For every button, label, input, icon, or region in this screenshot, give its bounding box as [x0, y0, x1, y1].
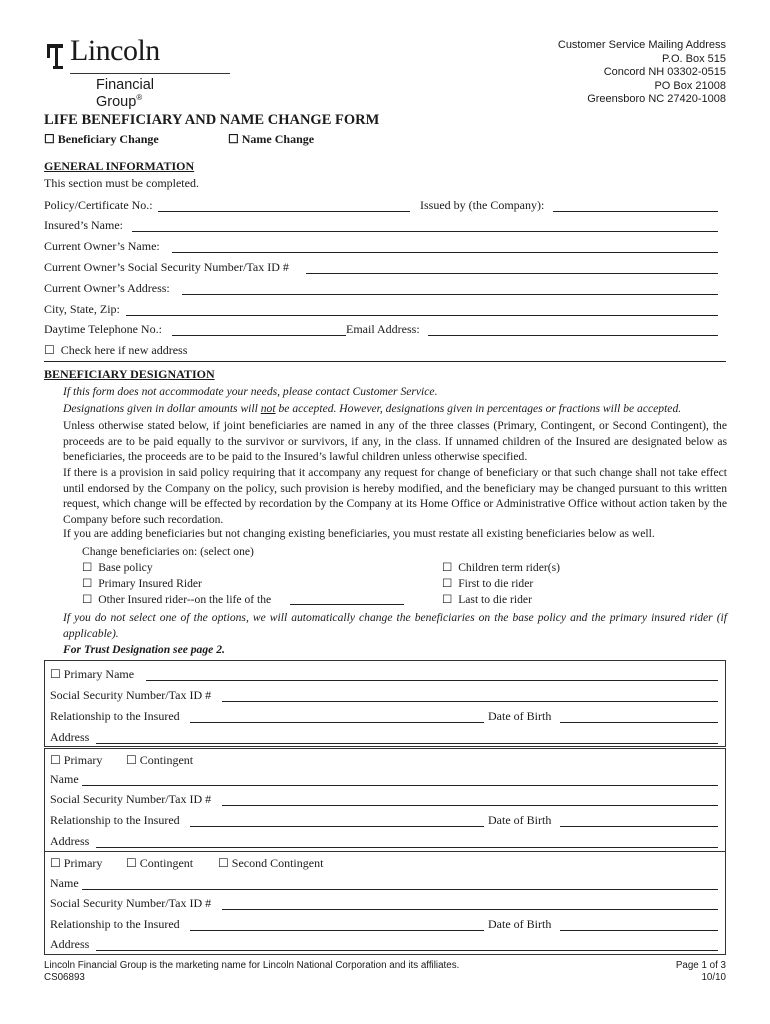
issued-by-field[interactable]: [553, 211, 718, 212]
name-field[interactable]: [82, 785, 718, 786]
form-number: CS06893: [44, 972, 85, 983]
contingent-option[interactable]: ☐ Contingent: [126, 856, 193, 871]
address-label: Address: [50, 730, 90, 744]
lincoln-logo: [44, 34, 204, 110]
beneficiary-dollar-note: Designations given in dollar amounts will not be accepted. However, designations given in percentages or fractions will be accepted.: [63, 402, 682, 415]
owner-address-field[interactable]: [182, 294, 718, 295]
checkbox[interactable]: [82, 593, 92, 606]
address-line: Greensboro NC 27420-1008: [587, 93, 726, 106]
primary-insured-rider-option[interactable]: ☐ Primary Insured Rider: [82, 576, 202, 590]
name-label: Name: [50, 876, 79, 890]
logo-wordmark: Lincoln: [70, 34, 160, 67]
policy-provision-paragraph: If there is a provision in said policy requiring that it accompany any request for change of beneficiary or that such change shall not take effect until endorsed by the Company on the policy, such provision is hereby modified, and the beneficiary may be changed pursuant to this written request, which change will be effected by recordation by the Company at its Home Office or Administrative Office without action taken by the Company before such recordation.: [63, 466, 727, 526]
owner-address-label: Current Owner’s Address:: [44, 281, 170, 295]
ssn-field[interactable]: [222, 909, 718, 910]
other-insured-rider-option[interactable]: ☐ Other Insured rider--on the life of the: [82, 592, 271, 606]
name-change-option[interactable]: ☐ Name Change: [228, 132, 314, 147]
checkbox[interactable]: [228, 132, 239, 146]
relationship-label: Relationship to the Insured: [50, 813, 180, 827]
contingent-option[interactable]: ☐ Contingent: [126, 753, 193, 768]
city-state-zip-field[interactable]: [126, 315, 718, 316]
logo-divider: [70, 73, 230, 74]
checkbox[interactable]: [50, 667, 61, 681]
dob-field[interactable]: [560, 722, 718, 723]
primary-option[interactable]: ☐ Primary: [50, 753, 102, 768]
address-line: Concord NH 03302-0515: [603, 66, 726, 79]
email-field[interactable]: [428, 335, 718, 336]
general-info-heading: GENERAL INFORMATION: [44, 159, 195, 173]
default-selection-note: If you do not select one of the options, we will automatically change the beneficiaries on the base policy and the primary insured rider (if applicable).: [63, 611, 727, 640]
phone-label: Daytime Telephone No.:: [44, 322, 162, 336]
trust-designation-note: For Trust Designation see page 2.: [63, 643, 225, 656]
beneficiary-change-option[interactable]: ☐ Beneficiary Change: [44, 132, 159, 147]
relationship-field[interactable]: [190, 826, 484, 827]
checkbox[interactable]: [126, 856, 137, 870]
checkbox[interactable]: [50, 753, 61, 767]
address-field[interactable]: [96, 743, 718, 744]
owner-ssn-field[interactable]: [306, 273, 718, 274]
address-label: Address: [50, 834, 90, 848]
issued-by-label: Issued by (the Company):: [420, 198, 545, 212]
owner-name-label: Current Owner’s Name:: [44, 239, 160, 253]
last-to-die-option[interactable]: ☐ Last to die rider: [442, 592, 532, 606]
form-title: LIFE BENEFICIARY AND NAME CHANGE FORM: [44, 112, 380, 128]
lincoln-logo-icon: [44, 42, 66, 70]
restate-beneficiaries-note: If you are adding beneficiaries but not changing existing beneficiaries, you must restate all existing beneficiaries below as well.: [63, 527, 655, 540]
second-contingent-option[interactable]: ☐ Second Contingent: [218, 856, 323, 871]
ssn-label: Social Security Number/Tax ID #: [50, 688, 212, 702]
dob-label: Date of Birth: [488, 917, 552, 931]
email-label: Email Address:: [346, 322, 420, 336]
ssn-label: Social Security Number/Tax ID #: [50, 896, 212, 910]
relationship-field[interactable]: [190, 722, 484, 723]
joint-beneficiaries-paragraph: Unless otherwise stated below, if joint beneficiaries are named in any of the three classes (Primary, Contingent, or Second Contingent), the proceeds are to be paid equally to the survivor or survivors, if any, in the class. If unnamed children of the Insured are designated below as beneficiaries, the proceeds are to be paid to the Insured’s lawful children unless otherwise specified.: [63, 419, 727, 463]
page-number: Page 1 of 3: [675, 960, 726, 971]
primary-option[interactable]: ☐ Primary: [50, 856, 102, 871]
beneficiary-contact-note: If this form does not accommodate your needs, please contact Customer Service.: [63, 385, 438, 398]
new-address-option[interactable]: ☐ Check here if new address: [44, 343, 187, 358]
change-on-label: Change beneficiaries on: (select one): [82, 545, 254, 558]
other-insured-name-field[interactable]: [290, 604, 404, 605]
dob-label: Date of Birth: [488, 813, 552, 827]
address-field[interactable]: [96, 847, 718, 848]
address-line: PO Box 21008: [654, 79, 726, 92]
dob-field[interactable]: [560, 826, 718, 827]
ssn-field[interactable]: [222, 805, 718, 806]
section-divider: [44, 361, 726, 362]
checkbox[interactable]: [442, 593, 452, 606]
checkbox[interactable]: [44, 343, 55, 357]
checkbox[interactable]: [442, 561, 452, 574]
address-label: Address: [50, 937, 90, 951]
policy-field[interactable]: [158, 211, 410, 212]
checkbox[interactable]: [50, 856, 61, 870]
relationship-label: Relationship to the Insured: [50, 709, 180, 723]
footer-disclaimer: Lincoln Financial Group is the marketing name for Lincoln National Corporation and its affiliates.: [44, 960, 460, 971]
name-label: Name: [50, 772, 79, 786]
address-field[interactable]: [96, 950, 718, 951]
ssn-label: Social Security Number/Tax ID #: [50, 792, 212, 806]
children-term-rider-option[interactable]: ☐ Children term rider(s): [442, 560, 560, 574]
address-line: P.O. Box 515: [661, 52, 726, 65]
checkbox[interactable]: [44, 132, 55, 146]
beneficiary-heading: BENEFICIARY DESIGNATION: [44, 367, 215, 381]
policy-label: Policy/Certificate No.:: [44, 198, 153, 212]
relationship-field[interactable]: [190, 930, 484, 931]
first-to-die-option[interactable]: ☐ First to die rider: [442, 576, 533, 590]
logo-subtitle: Financial Group®: [96, 77, 155, 110]
name-field[interactable]: [82, 889, 718, 890]
ssn-field[interactable]: [222, 701, 718, 702]
owner-name-field[interactable]: [172, 252, 718, 253]
owner-ssn-label: Current Owner’s Social Security Number/Tax ID #: [44, 260, 289, 274]
primary-name-label: ☐ Primary Name: [50, 667, 134, 682]
form-date: 10/10: [701, 972, 726, 983]
checkbox[interactable]: [82, 577, 92, 590]
checkbox[interactable]: [82, 561, 92, 574]
beneficiary-block-1: [44, 660, 726, 747]
base-policy-option[interactable]: ☐ Base policy: [82, 560, 153, 574]
checkbox[interactable]: [126, 753, 137, 767]
dob-field[interactable]: [560, 930, 718, 931]
general-info-note: This section must be completed.: [44, 176, 199, 190]
city-state-zip-label: City, State, Zip:: [44, 302, 120, 316]
insured-name-label: Insured’s Name:: [44, 218, 123, 232]
address-line: Customer Service Mailing Address: [557, 39, 726, 51]
checkbox[interactable]: [218, 856, 229, 870]
checkbox[interactable]: [442, 577, 452, 590]
dob-label: Date of Birth: [488, 709, 552, 723]
phone-field[interactable]: [172, 335, 346, 336]
relationship-label: Relationship to the Insured: [50, 917, 180, 931]
insured-name-field[interactable]: [132, 231, 718, 232]
primary-name-field[interactable]: [146, 680, 718, 681]
mailing-address: [558, 39, 726, 107]
